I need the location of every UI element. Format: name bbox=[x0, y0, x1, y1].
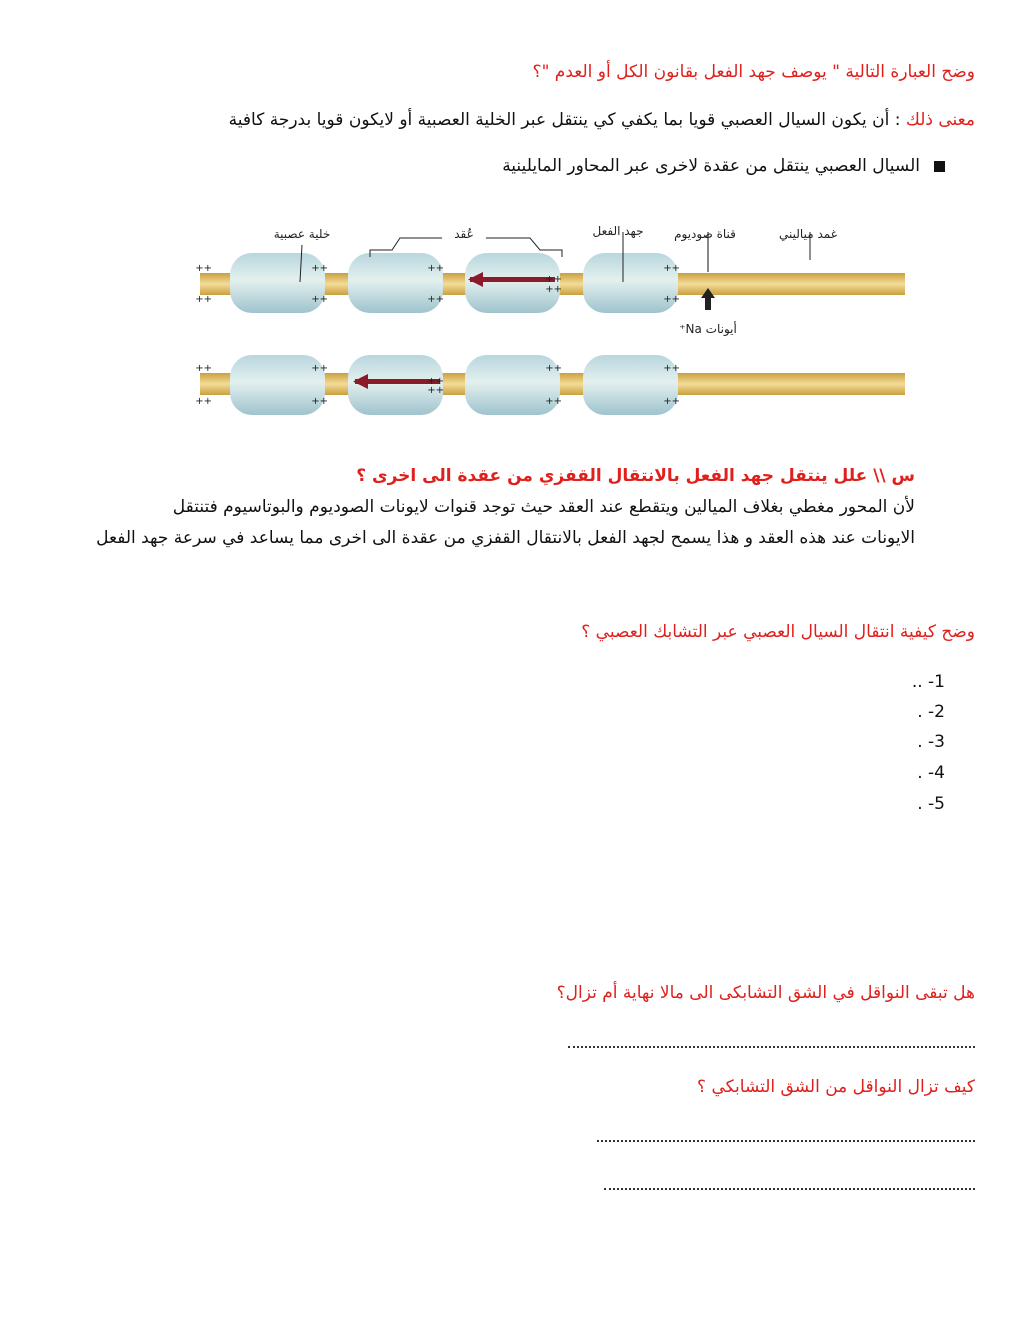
svg-text:++: ++ bbox=[195, 294, 212, 305]
label-schwann-cell: خلية عصبية bbox=[273, 227, 331, 241]
list-item: . -5 bbox=[917, 794, 945, 814]
svg-text:++: ++ bbox=[195, 263, 212, 274]
svg-text:++: ++ bbox=[195, 363, 212, 374]
svg-text:++: ++ bbox=[545, 284, 562, 295]
svg-text:++: ++ bbox=[311, 294, 328, 305]
answer-blank[interactable] bbox=[597, 1140, 975, 1142]
answer-blank[interactable] bbox=[568, 1046, 975, 1048]
label-na-ions: أيونات Na⁺ bbox=[679, 322, 737, 336]
svg-text:++: ++ bbox=[311, 263, 328, 274]
list-item: . -4 bbox=[917, 763, 945, 783]
svg-text:++: ++ bbox=[663, 294, 680, 305]
meaning-line bbox=[229, 109, 975, 131]
bullet-line bbox=[502, 155, 945, 177]
list-item: . -3 bbox=[917, 732, 945, 752]
svg-text:++: ++ bbox=[663, 363, 680, 374]
question-removal: كيف تزال النواقل من الشق التشابكي ؟ bbox=[697, 1077, 975, 1097]
answer-line-2: الايونات عند هذه العقد و هذا يسمح لجهد الفعل بالانتقال القفزي من عقدة الى اخرى مما يساعد في سرعة جهد الفعل bbox=[96, 528, 915, 548]
svg-text:++: ++ bbox=[427, 263, 444, 274]
question-saltatory: س \\ علل ينتقل جهد الفعل بالانتقال القفزي من عقدة الى اخرى ؟ bbox=[356, 466, 915, 486]
meaning-label: معنى ذلك bbox=[905, 110, 975, 130]
svg-text:++: ++ bbox=[663, 396, 680, 407]
svg-text:++: ++ bbox=[427, 294, 444, 305]
label-nodes: عُقد bbox=[454, 227, 474, 241]
svg-text:++: ++ bbox=[663, 263, 680, 274]
svg-text:++: ++ bbox=[427, 376, 444, 387]
list-item: .. -1 bbox=[911, 672, 945, 692]
answer-blank[interactable] bbox=[604, 1188, 975, 1190]
svg-text:++: ++ bbox=[311, 396, 328, 407]
question-neurotransmitters: هل تبقى النواقل في الشق التشابكى الى مالا نهاية أم تزال؟ bbox=[556, 983, 975, 1003]
question-all-or-none: وضح العبارة التالية " يوصف جهد الفعل بقانون الكل أو العدم "؟ bbox=[532, 62, 975, 82]
bullet-text: السيال العصبي ينتقل من عقدة لاخرى عبر المحاور المايلينية bbox=[502, 156, 920, 176]
svg-text:++: ++ bbox=[545, 396, 562, 407]
label-action-potential: جهد الفعل bbox=[592, 224, 644, 238]
label-sodium-channel: قناة صوديوم bbox=[674, 227, 736, 241]
svg-text:++: ++ bbox=[311, 363, 328, 374]
svg-text:++: ++ bbox=[195, 396, 212, 407]
meaning-text: : أن يكون السيال العصبي قويا بما يكفي كي ينتقل عبر الخلية العصبية أو لايكون قويا بدرجة كافية bbox=[228, 110, 906, 130]
svg-text:++: ++ bbox=[545, 363, 562, 374]
svg-text:++: ++ bbox=[427, 385, 444, 396]
square-bullet-icon bbox=[934, 161, 945, 172]
answer-line-1: لأن المحور مغطي بغلاف الميالين ويتقطع عند العقد حيث توجد قنوات لايونات الصوديوم والبوتاسيوم فتنتقل bbox=[172, 497, 915, 517]
svg-text:++: ++ bbox=[545, 274, 562, 285]
list-item: . -2 bbox=[917, 702, 945, 722]
label-myelin-sheath: غمد مياليني bbox=[779, 227, 837, 241]
saltatory-conduction-diagram bbox=[195, 210, 920, 420]
question-synapse: وضح كيفية انتقال السيال العصبي عبر التشابك العصبي ؟ bbox=[581, 622, 975, 642]
